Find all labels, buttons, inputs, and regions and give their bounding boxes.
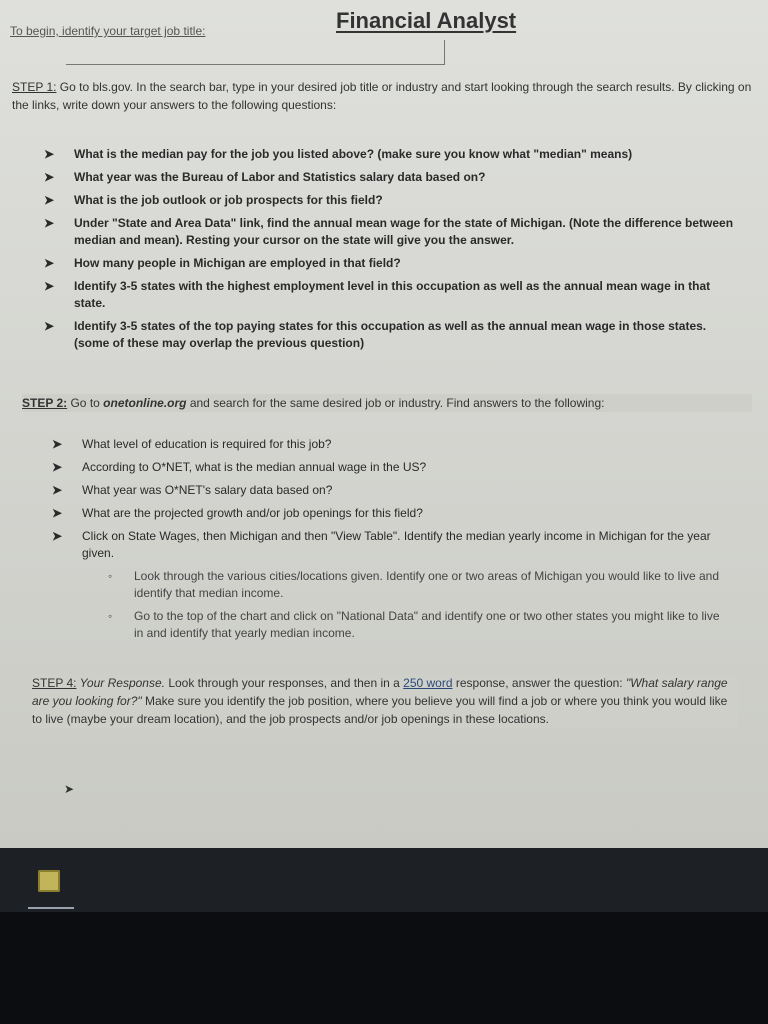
step1-label: STEP 1: <box>12 80 57 94</box>
circle-bullet-icon: ◦ <box>108 609 113 623</box>
circle-bullet-icon: ◦ <box>108 569 113 583</box>
list-item: ➤ Under "State and Area Data" link, find the annual mean wage for the state of Michigan. (Note the difference between median and mean). Resting your cursor on the state will give you the answer. <box>44 216 734 247</box>
step4-section: STEP 4: Your Response. Look through your responses, and then in a 250 word response, answer the question: "What salary range are you looking for?" Make sure you identify the job position, where you believe you will find a job or where you think you would like to live (maybe your dream location), and the job prospects and/or job openings in these locations. <box>32 674 738 728</box>
step2-label: STEP 2: <box>22 396 68 410</box>
list-item: ➤ How many people in Michigan are employed in that field? <box>44 256 401 270</box>
list-item: ➤ Identify 3-5 states of the top paying states for this occupation as well as the annual mean wage in those states. (some of these may overlap the previous question) <box>44 319 707 350</box>
arrow-bullet-icon: ➤ <box>52 506 63 520</box>
arrow-bullet-icon: ➤ <box>44 216 55 230</box>
app-icon[interactable] <box>38 870 60 892</box>
arrow-bullet-icon: ➤ <box>44 193 55 207</box>
step2-intro: STEP 2: Go to onetonline.org and search for the same desired job or industry. Find answers to the following: <box>22 394 752 412</box>
arrow-bullet-icon: ➤ <box>52 437 63 451</box>
arrow-bullet-icon: ➤ <box>44 279 55 293</box>
step1-text: Go to bls.gov. In the search bar, type in your desired job title or industry and start looking through the search results. By clicking on the links, write down your answers to the following questions: <box>12 80 752 112</box>
arrow-bullet-icon: ➤ <box>44 256 55 270</box>
list-item: ➤ What year was O*NET's salary data based on? <box>52 483 333 497</box>
list-item: ◦ Look through the various cities/locations given. Identify one or two areas of Michigan you would like to live and identify that median income. <box>108 569 719 600</box>
step2-sub-list <box>108 568 728 648</box>
list-item: ➤ What is the median pay for the job you listed above? (make sure you know what "median" means) <box>44 147 633 161</box>
step2-question-list <box>52 436 742 568</box>
list-item: ➤ According to O*NET, what is the median annual wage in the US? <box>52 460 427 474</box>
list-item: ➤ What level of education is required for this job? <box>52 437 332 451</box>
arrow-bullet-icon: ➤ <box>44 170 55 184</box>
job-title-answer[interactable]: Financial Analyst <box>336 8 517 33</box>
arrow-bullet-icon: ➤ <box>44 147 55 161</box>
arrow-bullet-icon: ➤ <box>52 460 63 474</box>
arrow-bullet-icon: ➤ <box>52 529 63 543</box>
taskbar <box>0 848 768 912</box>
job-title-prompt: To begin, identify your target job title: <box>10 24 206 38</box>
step1-intro <box>12 78 756 114</box>
step4-label: STEP 4: <box>32 676 77 690</box>
list-item: ◦ Go to the top of the chart and click on "National Data" and identify one or two other states you might like to live in and identify that yearly median income. <box>108 609 720 640</box>
word-count: 250 word <box>403 676 453 690</box>
arrow-bullet-icon: ➤ <box>52 483 63 497</box>
list-item: ➤ Click on State Wages, then Michigan and then "View Table". Identify the median yearly income in Michigan for the year given. <box>52 529 711 560</box>
step1-question-list <box>44 146 734 358</box>
arrow-bullet-icon: ➤ <box>64 782 75 796</box>
arrow-bullet-icon: ➤ <box>44 319 55 333</box>
list-item: ➤ What are the projected growth and/or job openings for this field? <box>52 506 423 520</box>
answer-box <box>66 40 445 65</box>
list-item: ➤ Identify 3-5 states with the highest employment level in this occupation as well as the annual mean wage in that state. <box>44 279 711 310</box>
active-app-indicator <box>28 907 74 909</box>
step2-site-link[interactable]: onetonline.org <box>103 396 187 410</box>
list-item: ➤ What year was the Bureau of Labor and Statistics salary data based on? <box>44 170 486 184</box>
list-item: ➤ What is the job outlook or job prospects for this field? <box>44 193 383 207</box>
step4-question: "What salary range are you looking for?" <box>32 676 728 708</box>
